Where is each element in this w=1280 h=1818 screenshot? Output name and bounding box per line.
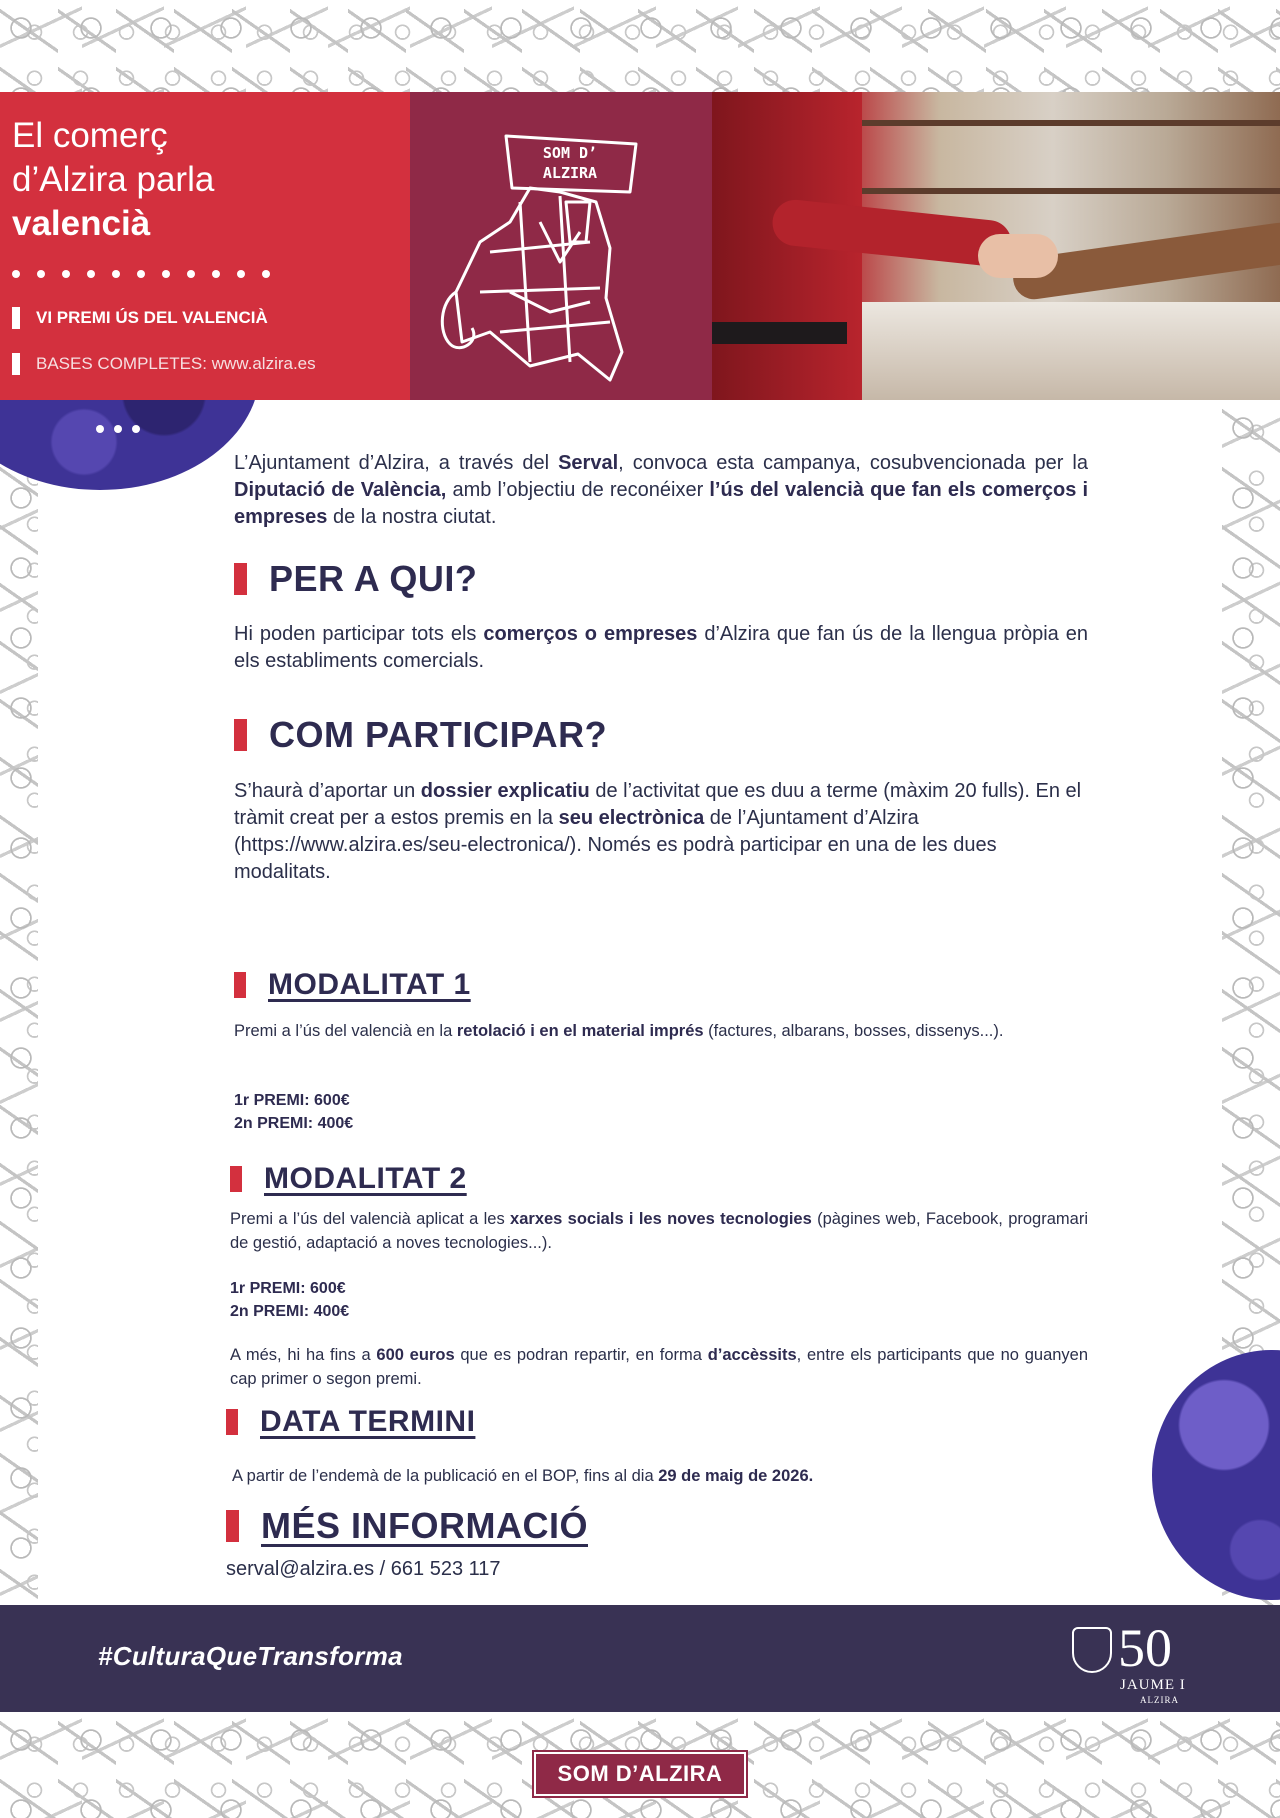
premi-text: VI PREMI ÚS DEL VALENCIÀ (36, 308, 268, 327)
heading-modalitat-2: MODALITAT 2 (230, 1162, 467, 1196)
logo-name: JAUME I (1120, 1677, 1186, 1693)
contact-info[interactable]: serval@alzira.es / 661 523 117 (226, 1558, 501, 1580)
map-label-2: ALZIRA (542, 164, 598, 182)
handshake-photo (712, 92, 1280, 400)
logo-sub: ALZIRA (1140, 1695, 1179, 1705)
title-line-2: d’Alzira parla (12, 160, 215, 199)
modalitat-1-prize-2: 2n PREMI: 400€ (234, 1115, 354, 1132)
modalitat-1-paragraph: Premi a l’ús del valencià en la retolació i en el material imprés (factures, albarans, bosses, dissenys...). (234, 1022, 1004, 1040)
modalitat-1-prize-1: 1r PREMI: 600€ (234, 1092, 350, 1109)
doodle-pattern-left (0, 400, 38, 1605)
header-banner (0, 92, 1280, 400)
per-a-qui-paragraph: Hi poden participar tots els comerços o empreses d’Alzira que fan ús de la llengua pròpia en els establiments comercials. (234, 623, 1088, 672)
intro-paragraph: L’Ajuntament d’Alzira, a través del Serval, convoca esta campanya, cosubvencionada per la Diputació de València, amb l’objectiu de reconéixer l’ús del valencià que fan els comerços i empreses de la nostra ciutat. (234, 452, 1089, 528)
accessits-paragraph: A més, hi ha fins a 600 euros que es podran repartir, en forma d’accèssits, entre els participants que no guanyen cap primer o segon premi. (230, 1346, 1089, 1388)
header-title-panel (0, 92, 410, 400)
crest-icon (1072, 1627, 1112, 1673)
bases-link[interactable]: BASES COMPLETES: www.alzira.es (36, 354, 316, 373)
map-label-1: SOM D’ (542, 144, 598, 162)
title-line-3: valencià (12, 204, 151, 243)
som-dalzira-button[interactable]: SOM D’ALZIRA (534, 1752, 746, 1796)
bases-line (12, 353, 316, 375)
heading-data-termini: DATA TERMINI (226, 1405, 475, 1439)
premi-line (12, 307, 268, 329)
logo-number: 50 (1118, 1618, 1172, 1678)
modalitat-2-paragraph: Premi a l’ús del valencià aplicat a les xarxes socials i les noves tecnologies (pàgines web, Facebook, programari de gestió, adaptació a noves tecnologies...). (230, 1210, 1088, 1252)
main-content-card (38, 400, 1222, 1605)
footer-band (0, 1605, 1280, 1712)
alzira-map-illustration (410, 92, 712, 400)
heading-com-participar: COM PARTICIPAR? (234, 714, 607, 756)
modalitat-2-prize-1: 1r PREMI: 600€ (230, 1280, 346, 1297)
heading-mes-informacio: MÉS INFORMACIÓ (226, 1505, 588, 1547)
heading-modalitat-1: MODALITAT 1 (234, 968, 471, 1002)
blob-dots (96, 425, 140, 433)
map-panel (410, 92, 712, 400)
doodle-pattern-top (0, 0, 1280, 92)
heading-per-a-qui: PER A QUI? (234, 558, 477, 600)
data-termini-paragraph: A partir de l’endemà de la publicació en el BOP, fins al dia 29 de maig de 2026. (232, 1467, 814, 1485)
jaume-i-logo (1068, 1615, 1198, 1705)
hashtag-text: #CulturaQueTransforma (98, 1641, 403, 1671)
header-title (12, 114, 214, 246)
dots-divider (12, 270, 270, 278)
com-participar-paragraph: S’haurà d’aportar un dossier explicatiu de l’activitat que es duu a terme (màxim 20 fulls). En el tràmit creat per a estos premis en la seu electrònica de l’Ajuntament d’Alzira (https://www.alzira.es/seu-electronica/). Només es podrà participar en una de les dues modalitats. (234, 780, 1082, 883)
title-line-1: El comerç (12, 116, 168, 155)
modalitat-2-prize-2: 2n PREMI: 400€ (230, 1303, 350, 1320)
